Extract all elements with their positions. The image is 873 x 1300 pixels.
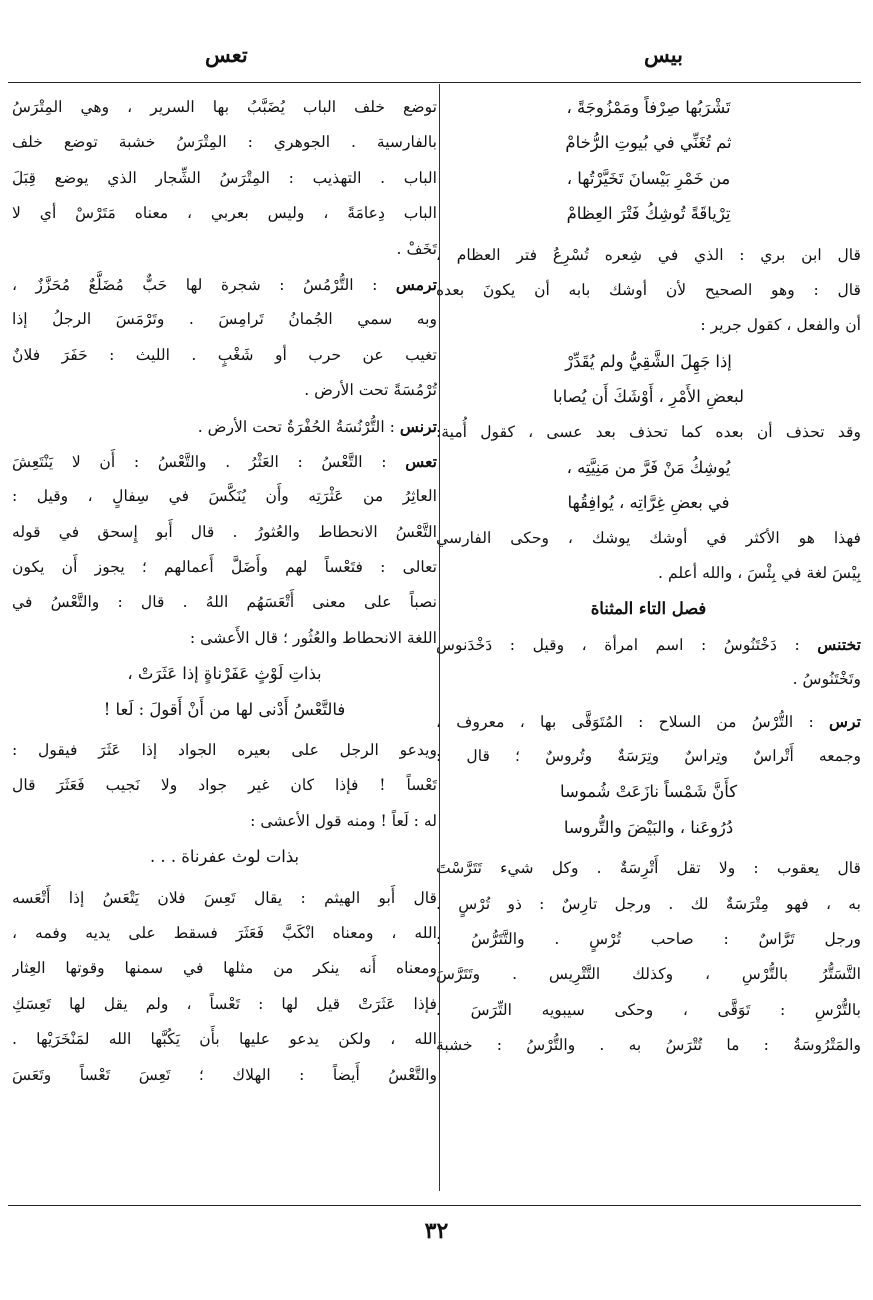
left-col-line: تَعْساً ! فإذا كان غير جواد ولا نَجيب فَعَثَرَ قال <box>12 776 437 795</box>
left-col-verse-line: بذات لوث عفرناة . . . <box>150 847 299 867</box>
left-col-line: الباب دِعامَةً ، وليس بعربي ، معناه مَتَرْسْ أي لا <box>12 204 437 223</box>
left-col-line: التَّعْسُ الانحطاط والعُثورُ . قال أَبو إِسحق في قوله <box>12 522 437 541</box>
left-col-line: تعس : التَّعْسُ : العَثْرُ . والتَّعْسُ : أَن لا يَنْتَعِشَ <box>12 451 437 471</box>
right-col-line: بِيْسَ لغة في بِئْسَ ، والله أعلم . <box>658 564 861 583</box>
right-col-line: ترس : التُّرْسُ من السلاح : المُتَوَقَّى بها ، معروف ، <box>436 711 861 731</box>
page-header <box>0 36 873 80</box>
right-col-line: بالتُّرْسِ : تَوَقَّى ، وحكى سيبويه التِّرَسَ . <box>436 1000 861 1019</box>
right-col-line: قال ابن بري : الذي في شِعره تُسْرِعُ فتر العظام ، <box>436 245 861 264</box>
header-left-word: تعس <box>205 42 248 67</box>
left-col-line: العاثِرُ من عَثْرَتِه وأَن يُنَكَّسَ في سِفالٍ ، وقيل : <box>12 487 437 506</box>
entry-headword: ترمس <box>395 274 437 294</box>
right-col-verse-line: لبعضِ الأَمْرِ ، أَوْشَكَ أَن يُصابا <box>553 387 744 407</box>
left-col-line: ويدعو الرجل على بعيره الجواد إذا عَثَرَ فيقول : <box>12 741 437 760</box>
left-col-line: تغيب عن حرب أو شَغْبٍ . الليث : حَفَرَ فلانٌ <box>12 345 437 364</box>
left-col-line: والتَّعْسُ أَيضاً : الهلاك ؛ تَعِسَ تَعْساً وتَعَسَ <box>12 1065 437 1084</box>
entry-headword: تعس <box>405 451 437 471</box>
right-col-line: فهذا هو الأكثر في أوشك يوشك ، وحكى الفارسي <box>436 528 861 547</box>
left-col-verse-line: بذاتِ لَوْثٍ عَفَرْناةٍ إذا عَثَرَتْ ، <box>127 664 322 684</box>
left-col-line: تعالى : فتَعْساً لهم وأَضَلَّ أَعمالهم ؛ يجوز أَن يكون <box>12 558 437 577</box>
right-col-line: وتَخْتَنُوسُ . <box>792 670 861 689</box>
right-col-verse-line: كأَنَّ شَمْساً نازَعَتْ شُموسا <box>559 782 738 802</box>
left-col-line: نصباً على معنى أَتْعَسَهُم اللهُ . قال : والتَّعْسُ في <box>12 593 437 612</box>
left-col-line: تَخَفْ . <box>396 239 437 258</box>
left-col-line: فإذا عَثَرَتْ قيل لها : تَعْساً ، ولم يقل لها تَعِسَكِ <box>12 994 437 1013</box>
column-divider <box>439 84 440 1191</box>
entry-headword: تختنس <box>817 634 861 654</box>
right-col-line: وجمعه أَتْراسٌ وتِراسٌ وتِرَسَةٌ وتُروسٌ ؛ قال : <box>436 747 861 766</box>
header-right-word: بيس <box>644 42 683 67</box>
right-col-verse-line: إذا جَهِلَ الشَّقِيُّ ولم يُقَدِّرْ <box>565 351 732 371</box>
left-col-line: الله ، ولكن يدعو عليها بأَن يَكُبَّها الله لمَنْخَرَيْها . <box>12 1030 437 1049</box>
right-col-verse-line: يُوشِكُ مَنْ فَرَّ من مَنِيَّتِه ، <box>566 457 731 477</box>
right-col-line: ورجل تَرَّاسٌ : صاحب تُرْسٍ . والتَّتَرُّسُ : <box>436 929 861 948</box>
right-column <box>436 90 861 1200</box>
right-col-line: قال يعقوب : ولا تقل أَتْرِسَةٌ . وكل شيء تَتَرَّسْتَ <box>436 859 861 878</box>
right-col-line: به ، فهو مِتْرَسَةٌ لك . ورجل تارِسٌ : ذو تُرْسٍ . <box>436 894 861 913</box>
right-col-line: تختنس : دَخْتَنُوسُ : اسم امرأة ، وقيل : دَخْدَنوس <box>436 634 861 654</box>
entry-headword: ترنس <box>399 416 437 436</box>
left-col-line: بالفارسية . الجوهري : المِتْرَسُ خشبة توضع خلف <box>12 133 437 152</box>
left-col-line: ترمس : التُّرْمُسُ : شجرة لها حَبٌّ مُضَلَّعٌ مُحَزَّزٌ ، <box>12 274 437 294</box>
entry-headword: ترس <box>829 711 861 731</box>
left-col-line: قال أَبو الهيثم : يقال تَعِسَ فلان يَتْعَسُ إذا أَتْعَسه <box>12 888 437 907</box>
left-col-line: ومعناه أَنه ينكر من مثلها في سمنها وقوتها العِثار <box>12 959 437 978</box>
left-col-line: توضع خلف الباب يُضَبَّبُ بها السرير ، وهي المِتْرَسُ <box>12 98 437 116</box>
right-col-verse-line: في بعضِ غِرَّاتِه ، يُوافِقُها <box>567 493 730 513</box>
left-col-verse-line: فالتَّعْسُ أَدْنى لها من أَنْ أَقولَ : لَعا ! <box>103 699 346 719</box>
right-col-line: التَّسَتُّرُ بالتُّرْسِ ، وكذلك التَّتْرِيس . وتَتَرَّسَ <box>436 965 861 984</box>
bottom-rule <box>8 1205 861 1206</box>
left-col-line: اللغة الانحطاط والعُثُور ؛ قال الأَعشى : <box>189 628 437 647</box>
top-rule <box>8 82 861 83</box>
right-col-line: قال : وهو الصحيح لأن أوشك بابه أن يكونَ بعده <box>436 280 861 299</box>
right-col-verse-line: دُرُوعَنا ، والبَيْضَ والتُّروسا <box>563 817 734 837</box>
right-col-line: وقد تحذف أن بعده كما تحذف بعد عسى ، كقول أُمية: <box>436 422 861 441</box>
left-col-line: الله ، ومعناه انْكَبَّ فَعَثَرَ فسقط على يديه وفمه ، <box>12 923 437 942</box>
right-col-verse-line: تَشْرَبُها صِرْفاً ومَمْزُوجَةً ، <box>566 98 731 117</box>
left-col-line: وبه سمي الجُمانُ تَرامِسَ . وتَرْمَسَ الرجلُ إذا <box>12 310 437 329</box>
page-number: ٣٢ <box>424 1218 449 1244</box>
left-col-line: ترنس : التُّرْنُسَةُ الحُفْرَةُ تحت الأرض . <box>197 416 437 436</box>
right-col-line: أن والفعل ، كقول جرير : <box>700 316 861 335</box>
left-column <box>12 90 437 1200</box>
right-col-verse-line: ثم تُغَنِّي في بُيوتِ الرُّخامْ <box>565 133 732 153</box>
left-col-line: الباب . التهذيب : المِتْرَسُ الشِّجار الذي يوضع قِبَلَ <box>12 168 437 187</box>
right-col-verse-line: تِرْياقَةً تُوشِكُ فَتْرَ العِظامْ <box>566 204 731 224</box>
right-col-verse-line: من خَمْرِ بَيْسانَ تَخَيَّرْتُها ، <box>566 168 731 188</box>
right-col-line: والمَتْرُوسَةُ : ما تُتْرَسُ به . والتُّرْسُ : خشبة <box>436 1036 861 1055</box>
left-col-line: تُرْمُسَةً تحت الأرض . <box>304 381 437 400</box>
right-col-section-title: فصل التاء المثناة <box>590 599 707 619</box>
left-col-line: له : لَعاً ! ومنه قول الأعشى : <box>250 811 437 830</box>
